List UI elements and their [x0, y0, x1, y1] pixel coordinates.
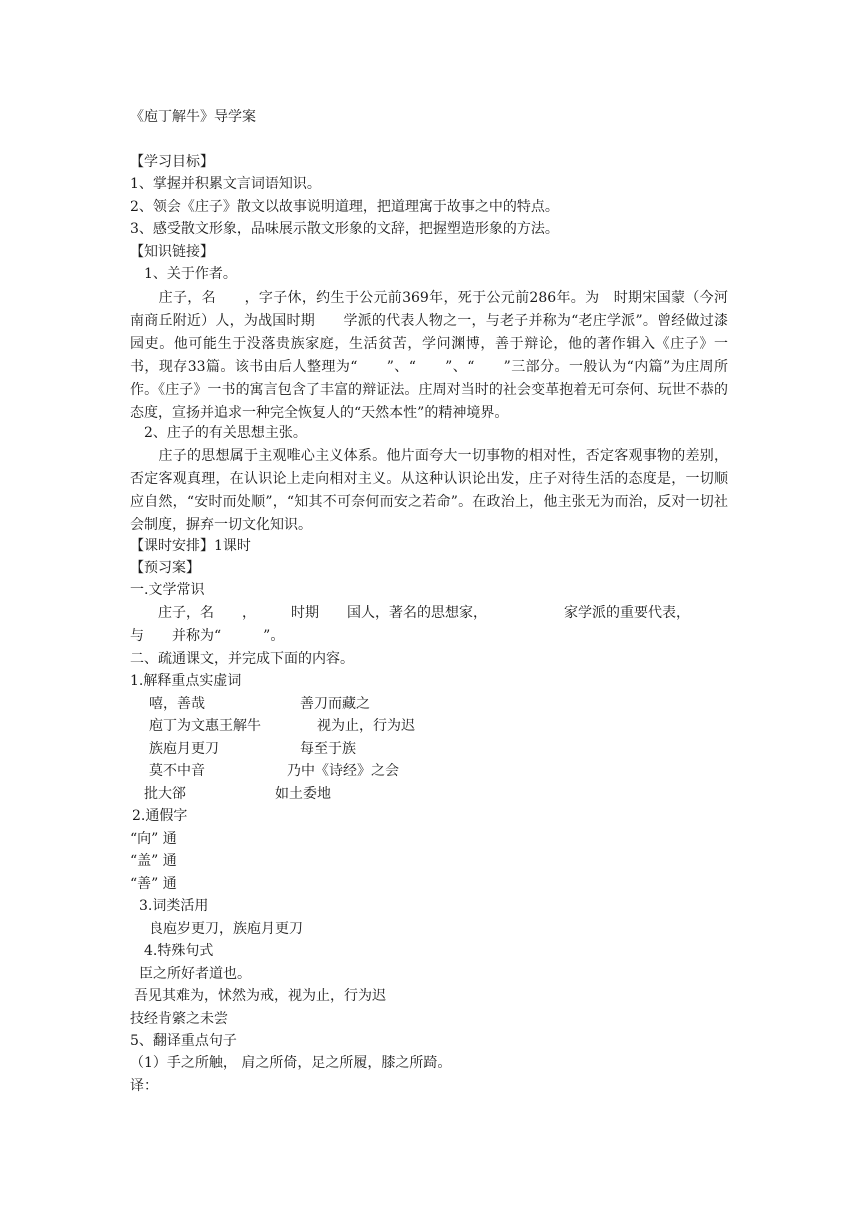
vocab-item: 嘻，善哉 [149, 696, 205, 712]
cilei-item: 良庖岁更刀，族庖月更刀 [149, 921, 303, 937]
goal-item: 3、感受散文形象，品味展示散文形象的文辞，把握塑造形象的方法。 [130, 221, 559, 237]
page-title: 《庖丁解牛》导学案 [130, 109, 256, 125]
section-2-heading: 二、疏通课文，并完成下面的内容。 [130, 651, 354, 667]
schedule-line: 【课时安排】1课时 [130, 538, 251, 554]
lit-line: 庄子，名 ， 时期 国人，著名的思想家， 家学派的重要代表， [144, 605, 690, 621]
goals-heading: 【学习目标】 [130, 154, 214, 170]
teshu-item: 臣之所好者道也。 [139, 966, 251, 982]
thought-paragraph: 庄子的思想属于主观唯心主义体系。他片面夸大一切事物的相对性，否定客观事物的差别，否定客观真理，在认识论上走向相对主义。从这种认识论出发，庄子对待生活的态度是，一切顺应自然，“安时而处顺”，“知其不可奈何而安之若命”。在政治上，他主张无为而治，反对一切社会制度，摒弃一切文化知识。 [130, 448, 728, 533]
thought-heading: 2、庄子的有关思想主张。 [144, 425, 307, 441]
teshu-item: 吾见其难为，怵然为戒，视为止，行为迟 [134, 988, 386, 1004]
translation-label: 译： [130, 1078, 158, 1094]
goal-item: 1、掌握并积累文言词语知识。 [130, 176, 321, 192]
goal-item: 2、领会《庄子》散文以故事说明道理，把道理寓于故事之中的特点。 [130, 199, 559, 215]
vocab-item: 乃中《诗经》之会 [287, 763, 399, 779]
sentence-item: （1）手之所触， 肩之所倚，足之所履，膝之所踦。 [130, 1055, 452, 1071]
vocab-item: 如土委地 [275, 786, 331, 802]
author-heading: 1、关于作者。 [144, 266, 237, 282]
tongjia-item: “善” 通 [130, 876, 177, 892]
preview-heading: 【预习案】 [130, 560, 200, 576]
vocab-item: 族庖月更刀 [149, 741, 219, 757]
author-paragraph: 庄子，名 ，字子休，约生于公元前369年，死于公元前286年。为 时期宋国蒙（今河南商丘附近）人，为战国时期 学派的代表人物之一，与老子并称为“老庄学派”。曾经做过漆园吏。他可能生于没落贵族家庭，生活贫苦，学问渊博，善于辩论，他的著作辑入《庄子》一书，现存33篇。该书由后人整理为“ ”、“ ”、“ ”三部分。一般认为“内篇”为庄周所作。《庄子》一书的寓言包含了丰富的辩证法。庄周对当时的社会变革抱着无可奈何、玩世不恭的态度，宣扬并追求一种完全恢复人的“天然本性”的精神境界。 [130, 290, 728, 421]
tongjia-item: “向” 通 [130, 831, 177, 847]
vocab-item: 每至于族 [300, 741, 356, 757]
vocab-heading: 1.解释重点实虚词 [130, 673, 242, 689]
cilei-heading: 3.词类活用 [139, 898, 209, 914]
vocab-item: 善刀而藏之 [300, 696, 370, 712]
vocab-item: 批大郤 [144, 786, 186, 802]
lit-heading: 一.文学常识 [130, 582, 205, 598]
links-heading: 【知识链接】 [130, 244, 214, 260]
translate-heading: 5、翻译重点句子 [130, 1033, 237, 1049]
lit-line: 与 并称为“ ”。 [130, 628, 285, 644]
teshu-item: 技经肯綮之未尝 [130, 1011, 228, 1027]
vocab-item: 莫不中音 [149, 763, 205, 779]
tongjia-heading: 2.通假字 [132, 808, 188, 824]
tongjia-item: “盖” 通 [130, 853, 177, 869]
vocab-item: 庖丁为文惠王解牛 [149, 718, 261, 734]
vocab-item: 视为止，行为迟 [317, 718, 415, 734]
teshu-heading: 4.特殊句式 [144, 943, 214, 959]
